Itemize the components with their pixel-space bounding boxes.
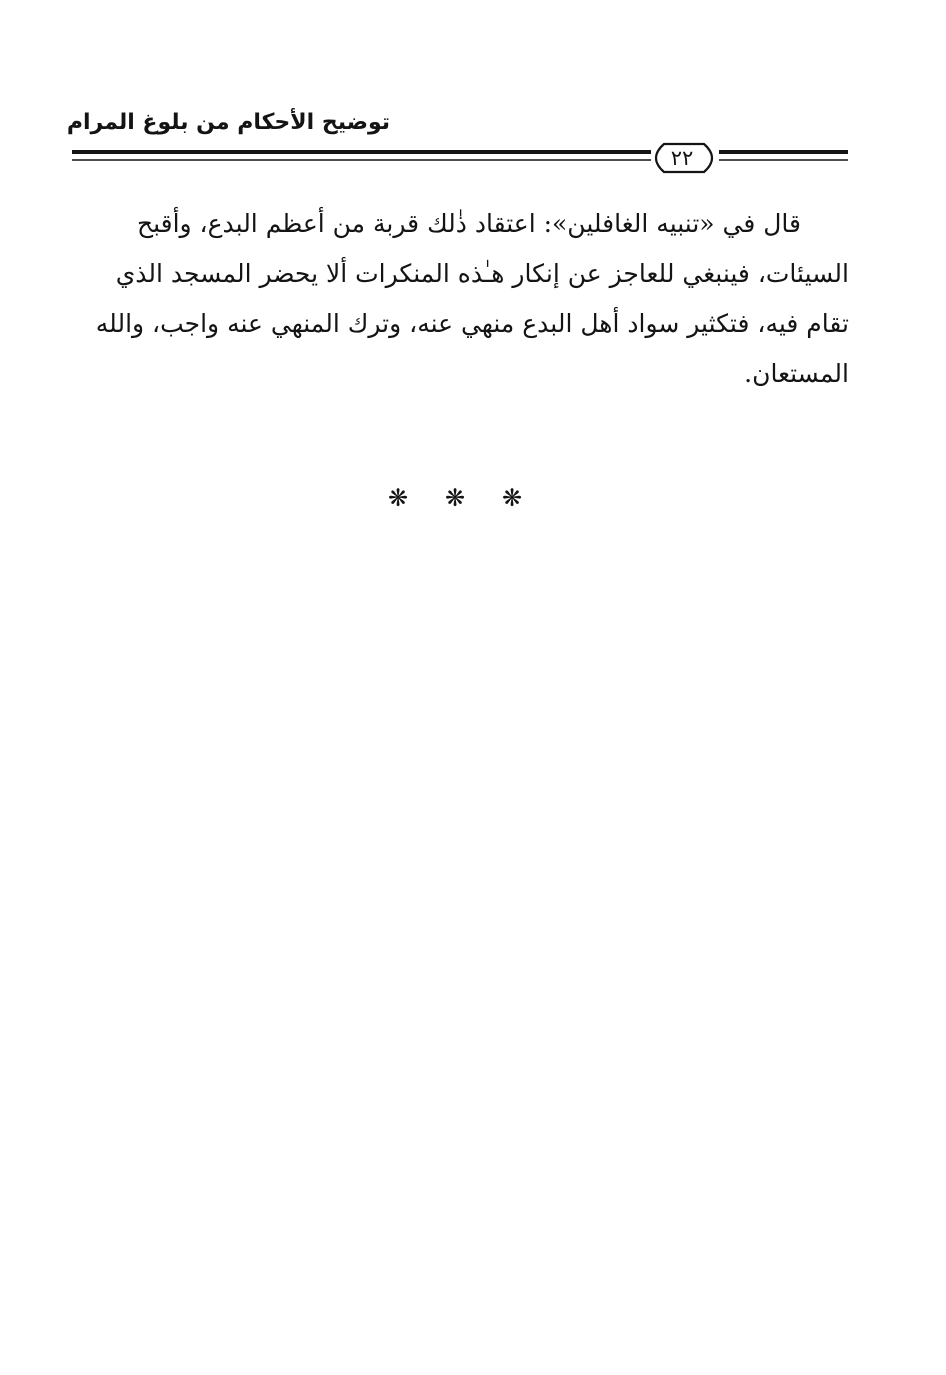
section-separator — [380, 480, 530, 516]
header-rule — [0, 0, 946, 200]
running-header-title: توضيح الأحكام من بلوغ المرام — [66, 110, 390, 135]
asterism-glyph: ❋ — [387, 484, 409, 512]
body-line: السيئات، فينبغي للعاجز عن إنكار هـٰذه المنكرات ألا يحضر المسجد الذي — [115, 259, 849, 288]
page-number: ٢٢ — [670, 146, 694, 170]
asterism-glyph: ❋ — [501, 484, 523, 512]
body-paragraph — [74, 199, 849, 399]
body-line: تقام فيه، فتكثير سواد أهل البدع منهي عنه، وترك المنهي عنه واجب، والله — [95, 309, 849, 338]
body-line: قال في «تنبيه الغافلين»: اعتقاد ذٰلك قربة من أعظم البدع، وأقبح — [136, 209, 801, 238]
body-line: المستعان. — [744, 359, 849, 388]
asterism-glyph: ❋ — [444, 484, 466, 512]
